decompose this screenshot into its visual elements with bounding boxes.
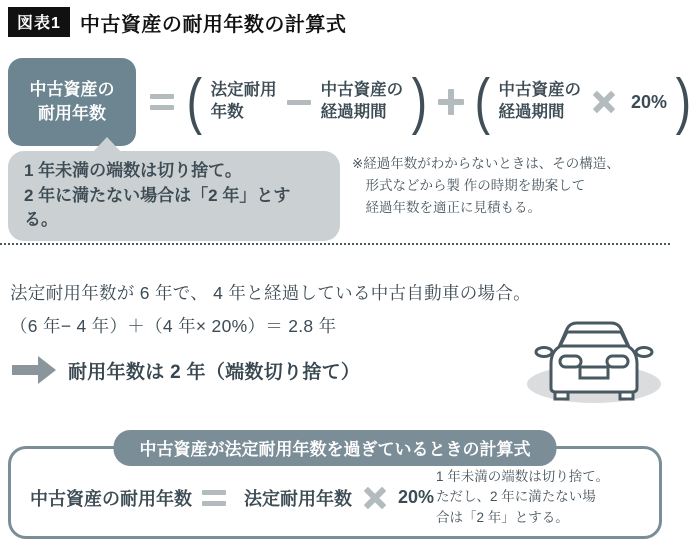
over-statutory-life-title: 中古資産が法定耐用年数を過ぎているときの計算式 [114,430,557,466]
page-title: 中古資産の耐用年数の計算式 [79,13,347,36]
plus-icon [438,89,464,115]
bottom-formula [30,485,434,511]
result-term-line2: 耐用年数 [38,104,106,123]
percent-value: 20% [630,91,667,112]
elapsed-years-note [352,153,664,219]
main-formula [8,56,691,148]
conclusion-text: 耐用年数は 2 年（端数切り捨て） [68,361,361,383]
elapsed-period-2-line1: 中古資産の [498,81,581,100]
equals-icon [150,94,174,110]
elapsed-period-1-line1: 中古資産の [320,81,404,100]
multiply-icon [357,479,394,516]
statutory-life-line2: 年数 [210,103,244,121]
paren-open-icon: ( [474,67,490,137]
paren-close-icon: ) [411,67,428,137]
equals-icon [202,490,226,506]
conclusion-row [12,356,360,384]
bottom-note-line3: 合は「2 年」とする。 [436,509,569,525]
elapsed-period-2-line2: 経過期間 [498,103,565,121]
bottom-note-line2: ただし、2 年に満たない場 [436,489,596,505]
side-note-line2: 形式などから製 作の時期を勘案して [365,177,586,193]
statutory-life-term [211,80,277,124]
bottom-percent-value: 20% [398,487,435,507]
bottom-result-term: 中古資産の耐用年数 [30,488,192,509]
elapsed-period-term-1 [321,80,404,124]
car-front-icon [520,304,668,406]
multiply-icon [586,84,623,121]
rounding-rule-bubble [8,151,340,241]
header [8,7,346,37]
elapsed-period-term-2 [498,80,581,124]
side-note-line1: ※経過年数がわからないときは、その構造、 [352,156,620,171]
result-term-box [8,58,136,146]
bottom-note-line1: 1 年未満の端数は切り捨て。 [436,469,609,485]
paren-close-icon: ) [675,67,691,137]
bottom-rounding-note [436,467,644,528]
example-block [10,280,550,340]
bubble-line2: 2 年に満たない場合は「2 年」とする。 [24,185,291,230]
figure-number-badge: 図表1 [8,7,70,37]
example-calculation: （6 年− 4 年）＋（4 年× 20%）＝ 2.8 年 [10,316,337,337]
paren-open-icon: ( [186,67,203,137]
arrow-right-icon [12,356,56,384]
elapsed-period-1-line2: 経過期間 [320,103,387,121]
bubble-line1: 1 年未満の端数は切り捨て。 [24,161,242,180]
bottom-statutory-term: 法定耐用年数 [244,488,352,509]
minus-icon [287,100,311,105]
statutory-life-line1: 法定耐用 [210,81,277,100]
result-term-line1: 中古資産の [29,80,115,100]
example-description: 法定耐用年数が 6 年で、 4 年と経過している中古自動車の場合。 [10,283,531,303]
side-note-line3: 経過年数を適正に見積もる。 [365,199,541,215]
dotted-divider [0,243,670,245]
bubble-tail-icon [92,137,122,153]
